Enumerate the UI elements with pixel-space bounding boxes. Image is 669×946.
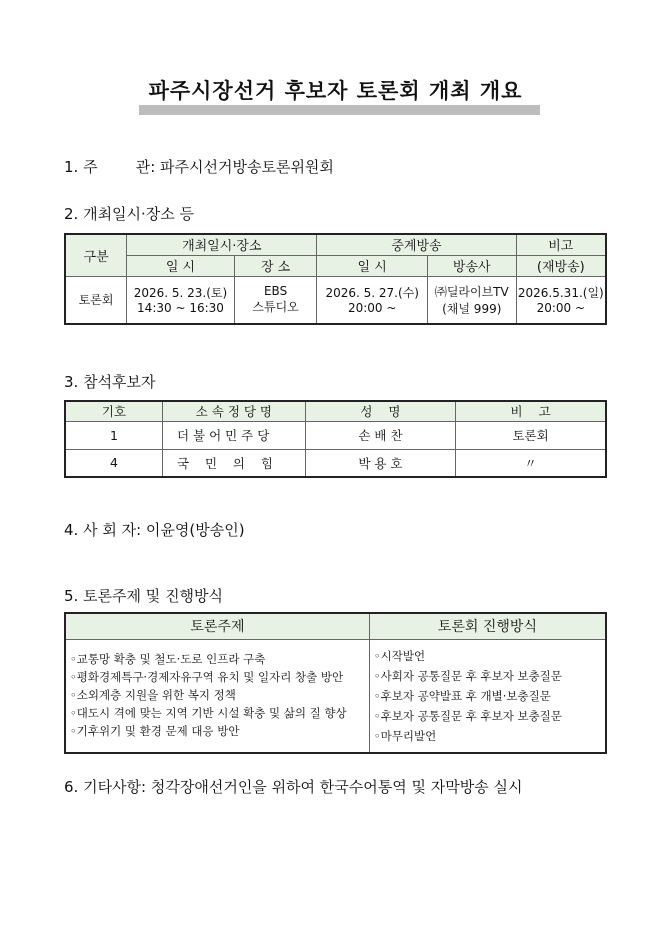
section-other	[64, 776, 522, 797]
list-item: ◦대도시 격에 맞는 지역 기반 시설 확충 및 삶의 질 향상	[70, 705, 347, 720]
table-row	[65, 276, 606, 324]
header-party: 소 속 정 당 명	[162, 401, 305, 421]
row-label: 토론회	[65, 276, 127, 324]
header-venue: 개최일시·장소	[127, 234, 317, 255]
method-list	[369, 639, 606, 753]
table-row	[65, 449, 606, 477]
rerun-time: 20:00 ~	[536, 301, 586, 316]
page-title: 파주시장선거 후보자 토론회 개최 개요	[148, 79, 523, 103]
station-name: ㈜딜라이브TV	[434, 284, 509, 299]
section-moderator	[64, 519, 245, 540]
topics-list	[65, 639, 369, 753]
candidate-number: 4	[65, 449, 162, 477]
header-station: 방송사	[427, 255, 516, 276]
station-channel: (채널 999)	[442, 301, 502, 316]
broadcast-date-time: 20:00 ~	[347, 301, 397, 316]
section-schedule-heading: 2. 개최일시·장소 등	[64, 205, 195, 223]
list-item: ◦평화경제특구·경제자유구역 유치 및 일자리 창출 방안	[70, 669, 344, 684]
event-place-room: 스튜디오	[252, 300, 299, 315]
header-rerun: (재방송)	[516, 255, 606, 276]
header-note: 비고	[516, 234, 606, 255]
organizer-label: 1. 주 관:	[64, 158, 161, 176]
list-item: ◦소외계층 지원을 위한 복지 정책	[70, 687, 236, 702]
event-date-day: 2026. 5. 23.(토)	[133, 286, 228, 301]
candidates-table	[64, 400, 607, 478]
header-date: 일 시	[127, 255, 235, 276]
section-candidates-heading: 3. 참석후보자	[64, 373, 156, 391]
list-item: ◦마무리발언	[373, 728, 437, 743]
other-value: 청각장애선거인을 위하여 한국수어통역 및 자막방송 실시	[150, 778, 523, 796]
candidate-name: 박 용 호	[305, 449, 455, 477]
candidate-name: 손 배 찬	[305, 421, 455, 449]
header-place: 장 소	[234, 255, 317, 276]
list-item: ◦교통망 확충 및 철도·도로 인프라 구축	[70, 651, 266, 666]
rerun-date: 2026.5.31.(일)	[517, 286, 604, 301]
title-block	[133, 75, 538, 117]
header-method: 토론회 진행방식	[369, 613, 606, 639]
header-broadcast: 중계방송	[317, 234, 516, 255]
list-item: ◦후보자 공약발표 후 개별·보충질문	[373, 688, 551, 703]
broadcast-date-day: 2026. 5. 27.(수)	[325, 286, 419, 301]
event-place-name: EBS	[263, 284, 288, 299]
broadcast-date	[317, 276, 428, 324]
header-topics: 토론주제	[65, 613, 369, 639]
section-topics-heading: 5. 토론주제 및 진행방식	[64, 587, 224, 605]
list-item: ◦시작발언	[373, 648, 426, 663]
candidate-remark: 토론회	[456, 421, 606, 449]
candidate-remark: 〃	[456, 449, 606, 477]
event-date	[127, 276, 235, 324]
header-name: 성 명	[305, 401, 455, 421]
candidate-party: 국 민 의 힘	[162, 449, 305, 477]
candidate-number: 1	[65, 421, 162, 449]
list-item: ◦기후위기 및 환경 문제 대응 방안	[70, 723, 240, 738]
broadcast-station	[427, 276, 516, 324]
moderator-label: 4. 사 회 자:	[64, 521, 146, 539]
event-place	[234, 276, 317, 324]
topics-table	[64, 612, 607, 754]
candidate-party: 더 불 어 민 주 당	[162, 421, 305, 449]
schedule-table	[64, 233, 607, 325]
header-remark: 비 고	[456, 401, 606, 421]
section-organizer	[64, 156, 334, 177]
other-label: 6. 기타사항:	[64, 778, 151, 796]
header-number: 기호	[65, 401, 162, 421]
list-item: ◦후보자 공통질문 후 후보자 보충질문	[373, 708, 562, 723]
list-item: ◦사회자 공통질문 후 후보자 보충질문	[373, 668, 562, 683]
header-broadcast-date: 일 시	[317, 255, 428, 276]
rerun-note	[516, 276, 606, 324]
header-gubun: 구분	[65, 234, 127, 276]
event-date-time: 14:30 ~ 16:30	[137, 301, 224, 316]
organizer-value: 파주시선거방송토론위원회	[160, 158, 334, 176]
title-underline	[139, 105, 540, 115]
moderator-value: 이윤영(방송인)	[145, 521, 245, 539]
table-row	[65, 421, 606, 449]
